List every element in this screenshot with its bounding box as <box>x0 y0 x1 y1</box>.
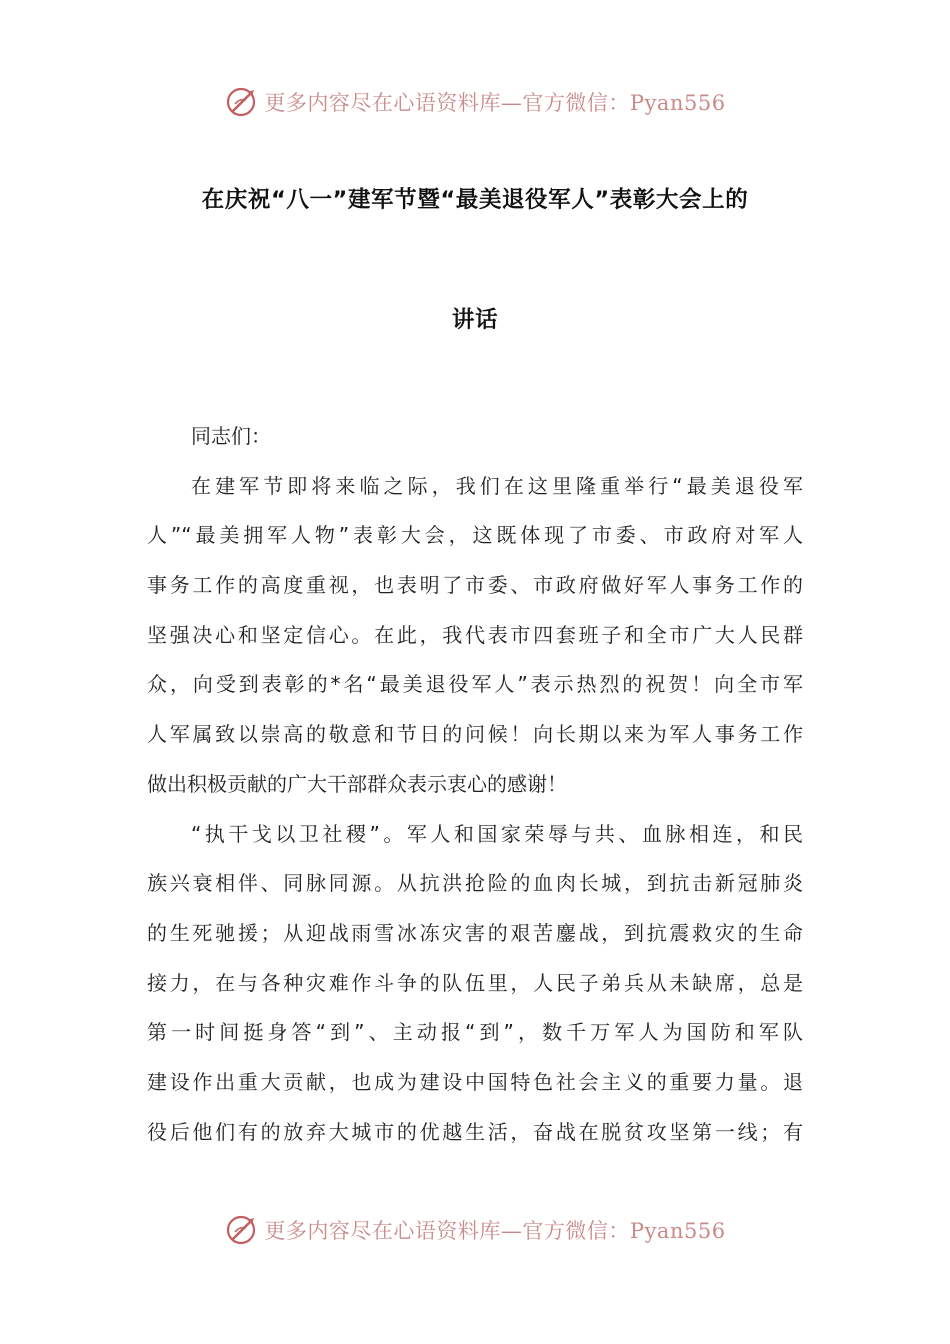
pen-logo-icon <box>224 1212 260 1248</box>
body-line: 建设作出重大贡献，也成为建设中国特色社会主义的重要力量。退 <box>147 1069 803 1094</box>
salutation: 同志们： <box>191 424 271 448</box>
body-line: 坚强决心和坚定信心。在此，我代表市四套班子和全市广大人民群 <box>147 622 803 647</box>
body-line: 做出积极贡献的广大干部群众表示衷心的感谢！ <box>147 771 567 796</box>
body-line: 役后他们有的放弃大城市的优越生活，奋战在脱贫攻坚第一线；有 <box>147 1119 803 1144</box>
body-line: 的生死驰援；从迎战雨雪冰冻灾害的艰苦鏖战，到抗震救灾的生命 <box>147 920 803 945</box>
body-line: 人”“最美拥军人物”表彰大会，这既体现了市委、市政府对军人 <box>147 523 803 548</box>
header-watermark <box>0 82 950 122</box>
document-body <box>147 412 803 1157</box>
body-line: 族兴衰相伴、同脉同源。从抗洪抢险的血肉长城，到抗击新冠肺炎 <box>147 871 803 896</box>
watermark-text: 更多内容尽在心语资料库—官方微信：Pyan556 <box>264 91 726 115</box>
watermark-text: 更多内容尽在心语资料库—官方微信：Pyan556 <box>264 1219 726 1243</box>
body-line: 在建军节即将来临之际，我们在这里隆重举行“最美退役军 <box>191 473 803 498</box>
body-line: “执干戈以卫社稷”。军人和国家荣辱与共、血脉相连，和民 <box>191 821 803 846</box>
body-line: 第一时间挺身答“到”、主动报“到”，数千万军人为国防和军队 <box>147 1020 803 1045</box>
pen-logo-icon <box>224 84 260 120</box>
body-line: 接力，在与各种灾难作斗争的队伍里，人民子弟兵从未缺席，总是 <box>147 970 803 995</box>
footer-watermark <box>0 1210 950 1250</box>
body-line: 事务工作的高度重视，也表明了市委、市政府做好军人事务工作的 <box>147 573 803 598</box>
document-title-line-2: 讲话 <box>451 307 499 333</box>
body-line: 众，向受到表彰的*名“最美退役军人”表示热烈的祝贺！向全市军 <box>147 672 803 697</box>
body-line: 人军属致以崇高的敬意和节日的问候！向长期以来为军人事务工作 <box>147 722 803 747</box>
document-title-line-1: 在庆祝“八一”建军节暨“最美退役军人”表彰大会上的 <box>201 187 749 213</box>
